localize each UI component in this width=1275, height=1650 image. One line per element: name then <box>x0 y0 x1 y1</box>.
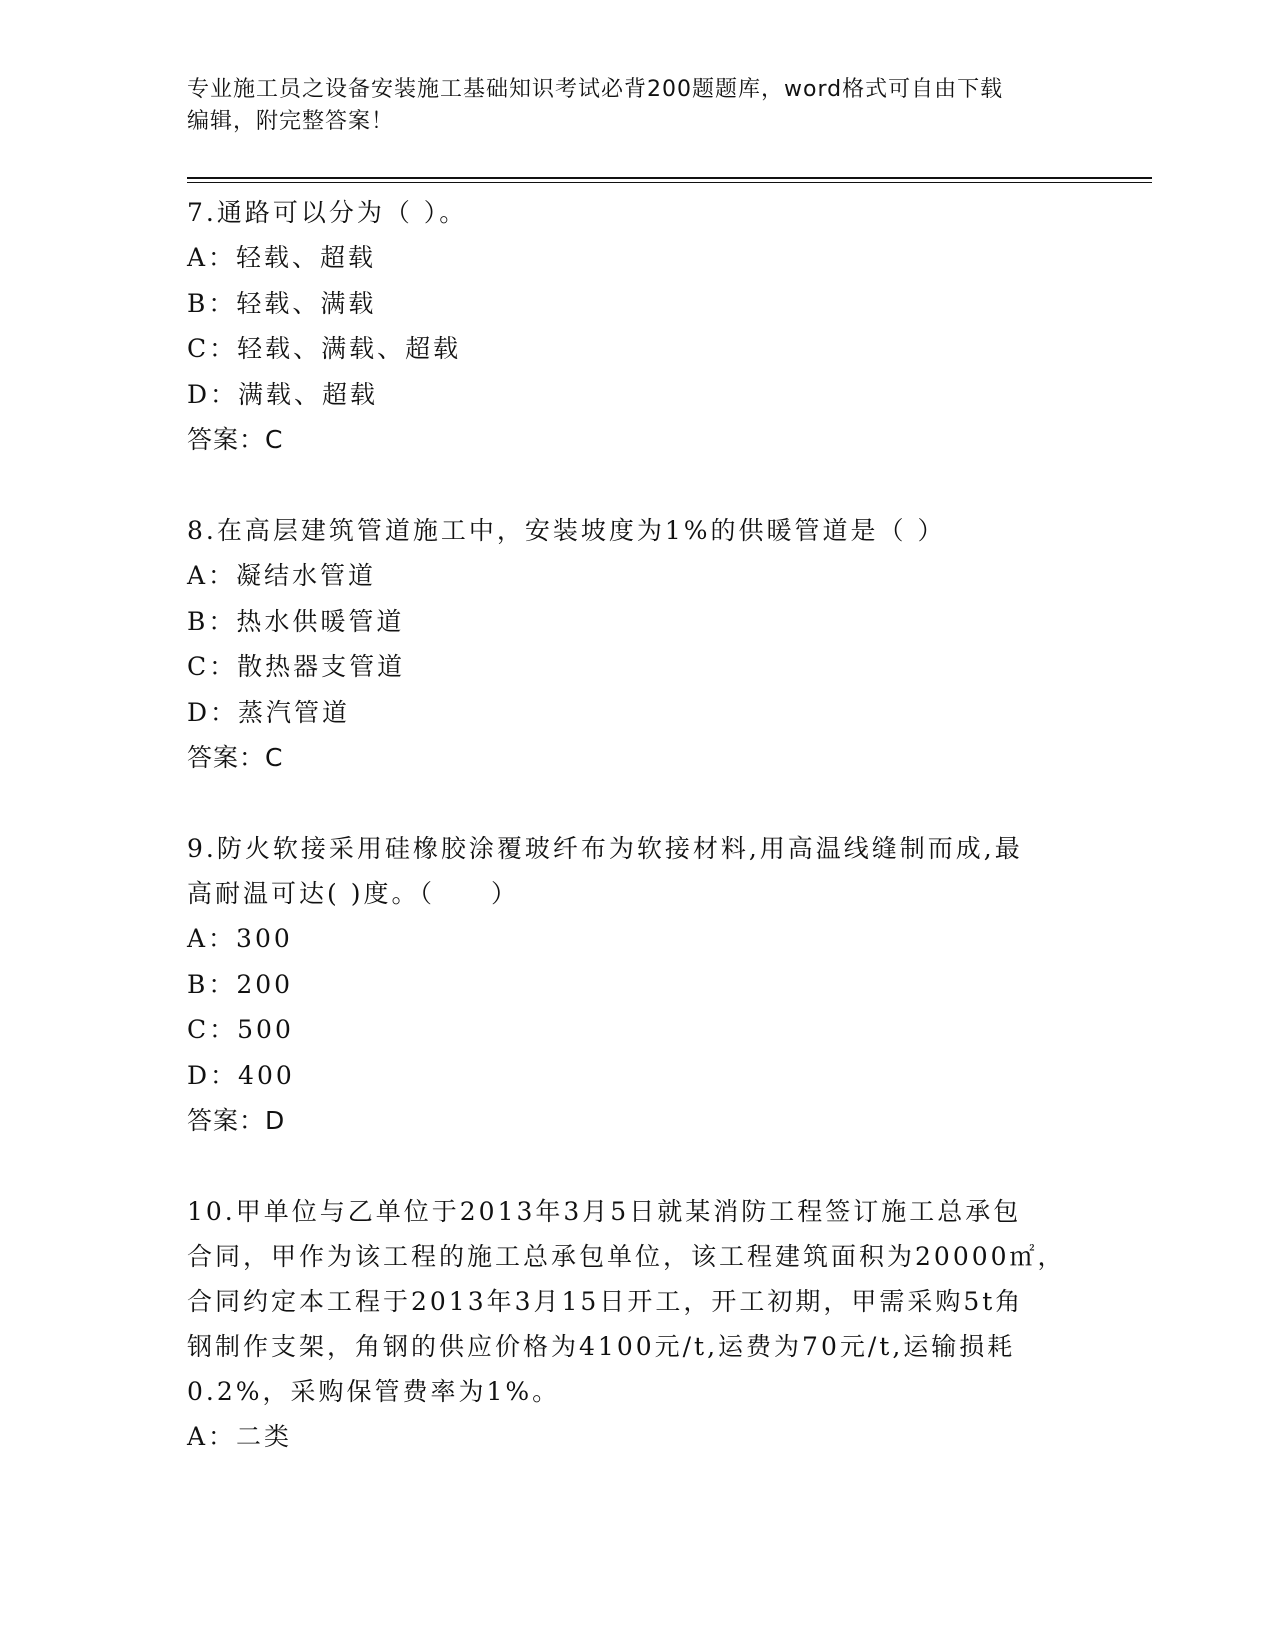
question-stem-continued: 合同，甲作为该工程的施工总承包单位，该工程建筑面积为20000㎡， <box>187 1242 1066 1271</box>
document-header <box>187 74 1087 138</box>
question-8 <box>187 508 1077 781</box>
option-c: C：500 <box>187 1015 294 1044</box>
question-spacer <box>187 463 1077 508</box>
question-spacer <box>187 1144 1077 1189</box>
question-9 <box>187 826 1077 1144</box>
question-10 <box>187 1189 1077 1460</box>
question-stem-continued: 高耐温可达( )度。（ ） <box>187 879 519 908</box>
answer-line: 答案：C <box>187 743 284 772</box>
option-c: C：散热器支管道 <box>187 652 406 681</box>
question-stem: 8.在高层建筑管道施工中，安装坡度为1%的供暖管道是（ ） <box>187 516 946 545</box>
question-stem-continued: 合同约定本工程于2013年3月15日开工，开工初期，甲需采购5t角 <box>187 1287 1024 1316</box>
header-divider-thick <box>187 177 1152 179</box>
answer-line: 答案：D <box>187 1106 286 1135</box>
question-spacer <box>187 781 1077 826</box>
question-list <box>187 190 1077 1460</box>
question-stem-continued: 0.2%，采购保管费率为1%。 <box>187 1377 561 1406</box>
option-a: A：二类 <box>187 1422 293 1451</box>
option-d: D：满载、超载 <box>187 379 379 409</box>
option-d: D：400 <box>187 1060 295 1090</box>
answer-line: 答案：C <box>187 425 284 454</box>
option-a: A：凝结水管道 <box>187 561 377 590</box>
option-b: B：热水供暖管道 <box>187 606 405 636</box>
option-c: C：轻载、满载、超载 <box>187 334 462 363</box>
option-a: A：轻载、超载 <box>187 243 377 272</box>
question-7 <box>187 190 1077 463</box>
question-stem: 7.通路可以分为（ ）。 <box>187 198 468 227</box>
header-line-1: 专业施工员之设备安装施工基础知识考试必背200题题库，word格式可自由下载 <box>187 77 1004 102</box>
question-stem: 9.防火软接采用硅橡胶涂覆玻纤布为软接材料,用高温线缝制而成,最 <box>187 834 1023 863</box>
option-a: A：300 <box>187 924 293 953</box>
header-divider-thin <box>187 182 1152 183</box>
option-b: B：200 <box>187 969 294 999</box>
header-line-2: 编辑，附完整答案！ <box>187 109 395 134</box>
question-stem-continued: 钢制作支架，角钢的供应价格为4100元/t,运费为70元/t,运输损耗 <box>187 1332 1016 1361</box>
option-d: D：蒸汽管道 <box>187 697 351 727</box>
option-b: B：轻载、满载 <box>187 288 377 318</box>
question-stem: 10.甲单位与乙单位于2013年3月5日就某消防工程签订施工总承包 <box>187 1197 1022 1226</box>
